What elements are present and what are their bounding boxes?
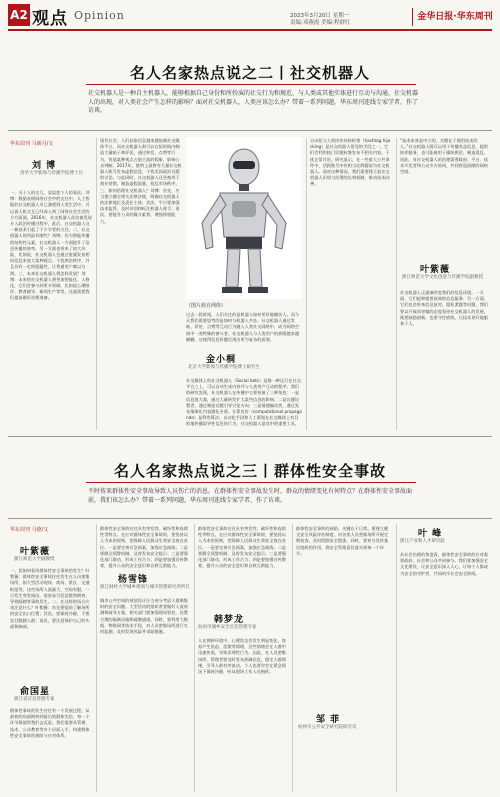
article-body: 人在拥挤环境中，心理状态会发生明显变化，容易产生焦虑、恐慌等情绪，这些情绪会在人群中迅速传染，导致非理性行为。因此，在人员密集场所，管理者要及时发布准确信息，稳定人群情绪，引导人群有序流动。个人也要学会在紧急情况下保持冷静，听从现场工作人员指挥。	[198, 638, 286, 675]
article-body: 群体性安全事故往往具有突发性、破坏性和连锁性等特点。在应对群体性安全事故时，要坚持以人为本的原则，把保障人民群众生命安全放在首位。一是要完善应急预案，加强应急演练；二是要健全预警机制，及时发布安全提示；三是要强化部门联动，形成工作合力；四是要加强宣传教育，提升公众的安全意识和自救互救能力。	[198, 526, 286, 569]
title-underline	[86, 482, 416, 483]
article-body: 过去一段时间，人们关注的是机器人如何更好地模仿人，而今天我们需要思考的是如何与机器人共处。社交机器人通过发帖、评论、点赞等互动行为融入人类社交网络中，成为网络空间中一类特殊的参与者。社交机器人与人类用户的界限越来越模糊，这使得信息传播呈现出更为复杂的面貌。	[186, 312, 300, 342]
column-divider	[194, 524, 195, 792]
article-body: 自动化与人机协作劫持标签（hashtag hijacking）是社交机器人常见的手段之一，它们会利用热门话题标签发布不相关内容，干扰正常讨论。研究显示，在一些重大公共事件中，活跃账号中有相当比例疑似为社交机器人。面对这种情况，我们需要建立起社交机器人识别与治理的长效机制，推动技术向善。	[310, 138, 391, 187]
author-name: 俞国星	[20, 687, 51, 697]
author-name: 叶紫薇	[420, 265, 451, 275]
column-divider	[96, 138, 97, 430]
author-affiliation: 浙江省应急管理专家	[14, 697, 55, 702]
article-body: 现代社会，人们获取信息越来越依赖社交媒体平台，而社交机器人则可以在短时间内制造大量帖子和评论，通过转发、点赞等行为，营造某种观点占据主流的假象，影响公众判断。2017年，推特上就曾有大量社交机器人账号发布虚假信息，干扰美国政治议题的讨论。与此同时，社交机器人还会被用于商业营销、制造虚假流量，扰乱市场秩序。三、如何治理社交机器人？刘博：首先，应当建立健全相关法律法规，明确社交机器人的法律地位及责任主体；其次，平台要加强技术监管，及时识别和标注机器人账号；再次，要提升公众的媒介素养，增强辨别能力。	[100, 138, 182, 224]
article-body: 城市公共空间的规划设计应当充分考虑人群聚集时的安全问题。大型活动的组织者要做好人流预测和疏导方案，相关部门要加强现场管控，设置合理的隔离设施和疏散通道。同时，要利用大数据、物联网等技术手段，对人员密集场所进行实时监测，及时发现风险并采取措施。	[100, 598, 188, 635]
section-divider	[8, 436, 492, 437]
article2-title: 名人名家热点说之三丨群体性安全事故	[113, 462, 386, 480]
article-body: “技术本身是中立的，关键在于使用技术的人。”社交机器人既可以用于传播有益信息、提供陪伴服务，也可能被用于操纵舆论、制造混乱。因此，对社交机器人的治理需要政府、平台、技术开发者和公众多方协同，共同营造清朗的网络空间。	[400, 138, 489, 175]
author-affiliation: 浙江产业和人才研究院	[400, 539, 445, 544]
author-name: 叶 峰	[418, 529, 443, 539]
robot-illustration-icon	[186, 137, 302, 299]
author-affiliation: 浙江财经大学城乡规划与城市管理研究所所长	[100, 585, 190, 590]
article-body: 一、您如何看待群体性安全事故的发生？叶紫薇：群体性安全事故往往发生在人员密集场所，如大型活动现场、商场、景区、交通枢纽等。这些场所人流量大、空间有限，一旦发生突发情况，很容易引发恐慌和拥挤，导致踩踏等事故发生。二、在这样的场合应该注意什么？叶紫薇：首先要提前了解场所的安全出口位置；其次，要保持冷静，不要盲目跟随人群；再次，要注意保护自己的头部和胸部。	[10, 568, 90, 629]
author-affiliation: 浙江师范大学文化创意与传播学院副教授	[402, 275, 483, 280]
issue-meta	[290, 13, 410, 27]
section-title: 观点	[32, 9, 68, 29]
section-divider	[8, 518, 492, 519]
newspaper-brand: 金华日报·华东周刊	[412, 8, 497, 26]
article-body: 从社会治理的角度看，群体性安全事故的应对需要政府、社会和公众共同参与。我们要加强安全文化建设，让安全意识深入人心，让每个人都成为安全的守护者，共同筑牢社会安全防线。	[400, 552, 488, 576]
author-name: 刘 博	[32, 161, 57, 171]
author-affiliation: 浙江师范大学副教授	[14, 557, 55, 562]
article1-lede: 社交机器人是一种自主机器人，能够根据自己身份和所扮演的社交行为和规范，与人类或其他实体进行互动与沟通。社交机器人的出现，对人类社会产生怎样的影响？面对社交机器人，人类应该怎么办？带着一系列问题，华东周刊连线专家学者，作了访谈。	[88, 90, 419, 114]
robot-illustration	[186, 137, 302, 299]
author-affiliation: 杭州市城乡安全应急管理专家	[198, 625, 257, 630]
author-name: 邹 菲	[316, 715, 341, 725]
column-divider	[396, 524, 397, 792]
masthead-rule	[8, 29, 492, 31]
article-body: 群体性事故的发生往往有一个发展过程，从最初的局部拥挤到最后的群体失控，每一个环节都值得我们去反思。我们需要从管理、技术、公众教育等多个层面入手，构建群体性安全事故的预防与应对体系。	[10, 708, 90, 738]
article-body: 群体性安全事故往往具有突发性、破坏性和连锁性等特点。在应对群体性安全事故时，要坚持以人为本的原则，把保障人民群众生命安全放在首位。一是要完善应急预案，加强应急演练；二是要健全预警机制，及时发布安全提示；三是要强化部门联动，形成工作合力；四是要加强宣传教育，提升公众的安全意识和自救互救能力。	[100, 526, 188, 569]
article-body: 一、关于人机交互，谈谈您个人的看法。刘博：数据表明网络社会中的交往中，人工智能的社交机器人早已渗透到人类生活中，可以说人机交互已经深入到了网络社会生活的方方面面。2016年，社交机器人首次被发现介入政治传播过程中，此后，社交机器人这一新技术引起了不少学者的关注。二、社交机器人的风险有哪些？刘博：作为智能传播的结构性元素，社交机器人一方面提升了信息传播的效率，另一方面也带来了较大风险，比如说，社交机器人会通过批量发布相同信息来放大某种观点，干扰舆论秩序，并且具有一定的隐蔽性，让普通用户难以分辨。三、未来社交机器人将怎样发展？刘博：未来的社交机器人将更加智能化、人格化，它们会参与到更多领域，比如说心理陪伴、教育辅导、新闻生产等等，这就需要我们提前做好治理准备。	[10, 190, 92, 301]
author-name: 金小桐	[206, 355, 237, 365]
author-name: 韩梦龙	[214, 615, 245, 625]
article-body: 社交机器人正逐渐改变我们的信息环境。一方面，它们能够提供高效的信息服务；另一方面，它们也会带来信息茧房、隐私泄露等问题。我们要以开放而审慎的态度看待社交机器人的发展，既要鼓励创新，也要守住底线，让技术更好地服务于人。	[400, 290, 488, 327]
section-badge: A2	[8, 4, 30, 26]
editor-line: 责编:邓燕霞 美编:程群红	[290, 20, 351, 26]
column-divider	[306, 138, 307, 430]
date-line: 2023年3月20日 星期一	[290, 13, 350, 19]
image-caption: （图片源自网络）	[186, 303, 227, 309]
article2-lede: 不时传来群体性安全事故导致人员伤亡的消息。在群体性安全事故发生时，群众的情绪变化有何特点？在群体性安全事故面前，我们该怎么办？带着一系列问题，华东周刊连线专家学者，作了访谈。	[88, 488, 413, 504]
author-name: 杨雪锋	[118, 575, 149, 585]
byline-label: 华东周刊 马新月/文	[10, 141, 54, 147]
section-divider	[8, 130, 492, 131]
title-underline	[86, 84, 416, 85]
article1-title: 名人名家热点说之二丨社交机器人	[129, 64, 370, 82]
column-divider	[396, 138, 397, 430]
author-affiliation: 杭州市公共安全研究院研究员	[298, 725, 357, 730]
column-divider	[96, 524, 97, 792]
article-body: 社交媒体上的社交机器人（Social bots）是指一种运行在社交平台之上、可以自动生成内容并与人类用户互动的程序。我们的研究发现，社交机器人在传播中主要扮演了三种角色：一是信息放大器，通过大量转发扩大某些信息的影响；二是议题设置者，通过制造话题引导讨论方向；三是情感煽动者，通过发布情绪化内容激化矛盾。计算宣传（computational propaganda）是利用算法、自动化手段和人工策划在社交媒体上有目的地传播误导性信息的行为，社交机器人是其中的重要工具。	[186, 378, 302, 427]
section-subtitle: Opinion	[74, 9, 125, 22]
author-name: 叶紫薇	[20, 547, 51, 557]
byline-label: 华东周刊 马德/文	[10, 527, 49, 533]
author-affiliation: 清华大学新闻与传播学院博士后	[20, 171, 83, 176]
column-divider	[292, 524, 293, 792]
author-affiliation: 北京大学新闻与传播学院博士研究生	[188, 365, 260, 370]
article-body: 群体性安全事故的预防，关键在于日常。要建立健全安全风险评估制度，对各类人员密集场所开展定期检查，及时消除安全隐患。同时，要充分发挥基层组织的作用，将安全管理责任落实到每一个环节。	[296, 526, 389, 556]
